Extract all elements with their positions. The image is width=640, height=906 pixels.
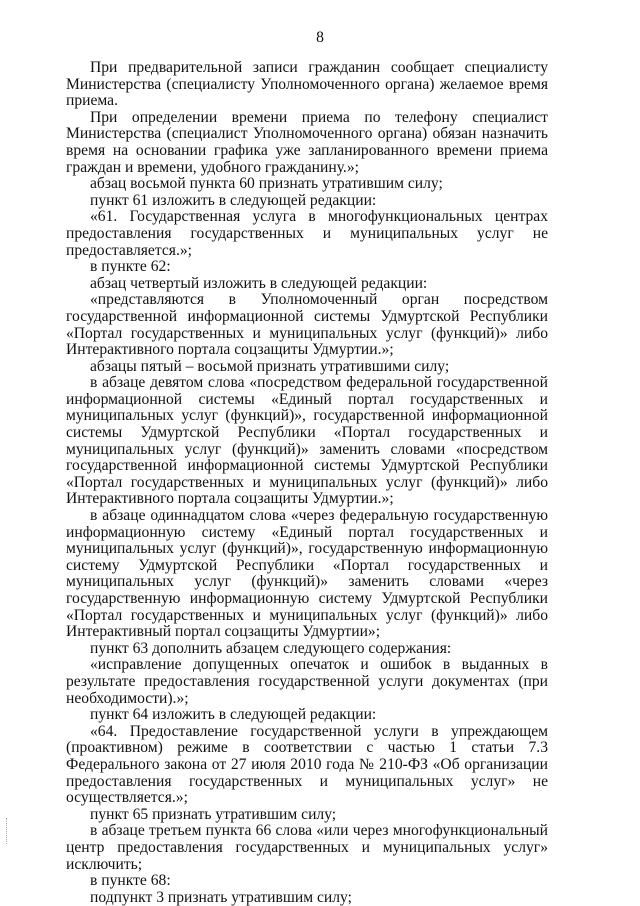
paragraph-8: «представляются в Уполномоченный орган посредством государственной информационной системы Удмуртской Республики «Портал государственных и муниципальных услуг (функций)» либо Интерактивного портала соцзащиты Удмуртии.»; bbox=[66, 291, 548, 359]
paragraph-5: «61. Государственная услуга в многофункциональных центрах предоставления государственных и муниципальных услуг не предоставляется.»; bbox=[66, 208, 548, 259]
paragraph-2: При определении времени приема по телефону специалист Министерства (специалист Уполномоченного органа) обязан назначить время на основании графика уже запланированного времени приема граждан и времени, удобного гражданину.»; bbox=[66, 108, 548, 176]
paragraph-6: в пункте 62: bbox=[90, 258, 171, 276]
paragraph-11: в абзаце одиннадцатом слова «через федеральную государственную информационную систему «Единый портал государственных и муниципальных услуг (функций)», государственную информационную систему Удмуртской Республики «Портал государственных и муниципальных услуг (функций)» заменить словами «через государственную информационную систему Удмуртской Республики «Портал государственных и муниципальных услуг (функций)» либо Интерактивный портал соцзащиты Удмуртии»; bbox=[66, 507, 548, 641]
paragraph-19: подпункт 3 признать утратившим силу; bbox=[90, 888, 352, 906]
paragraph-17: в абзаце третьем пункта 66 слова «или через многофункциональный центр предоставления государственных и муниципальных услуг» исключить; bbox=[66, 822, 548, 873]
paragraph-1: При предварительной записи гражданин сообщает специалисту Министерства (специалисту Уполномоченного органа) желаемое время приема. bbox=[66, 59, 548, 110]
paragraph-15: «64. Предоставление государственной услуги в упреждающем (проактивном) режиме в соответствии с частью 1 статьи 7.3 Федерального закона от 27 июля 2010 года № 210-ФЗ «Об организации предоставления государственных и муниципальных услуг» не осуществляется.»; bbox=[66, 722, 548, 807]
document-body bbox=[66, 60, 548, 906]
paragraph-16: пункт 65 признать утратившим силу; bbox=[90, 805, 337, 823]
paragraph-18: в пункте 68: bbox=[90, 872, 171, 890]
paragraph-14: пункт 64 изложить в следующей редакции: bbox=[90, 706, 377, 724]
scan-margin-mark bbox=[6, 818, 13, 844]
paragraph-13: «исправление допущенных опечаток и ошибок в выданных в результате предоставления государственной услуги документах (при необходимости).»; bbox=[66, 656, 548, 707]
paragraph-12: пункт 63 дополнить абзацем следующего содержания: bbox=[90, 639, 452, 657]
paragraph-10: в абзаце девятом слова «посредством федеральной государственной информационной системы «Единый портал государственных и муниципальных услуг (функций)», государственной информационной системы Удмуртской Республики «Портал государственных и муниципальных услуг (функций)» заменить словами «посредством государственной информационной системы Удмуртской Республики «Портал государственных и муниципальных услуг (функций)» либо Интерактивного портала соцзащиты Удмуртии.»; bbox=[66, 374, 548, 508]
paragraph-4: пункт 61 изложить в следующей редакции: bbox=[90, 191, 377, 209]
paragraph-7: абзац четвертый изложить в следующей редакции: bbox=[90, 274, 428, 292]
paragraph-3: абзац восьмой пункта 60 признать утратившим силу; bbox=[90, 175, 443, 193]
page-number: 8 bbox=[316, 29, 324, 46]
paragraph-9: абзацы пятый – восьмой признать утратившими силу; bbox=[90, 357, 450, 375]
